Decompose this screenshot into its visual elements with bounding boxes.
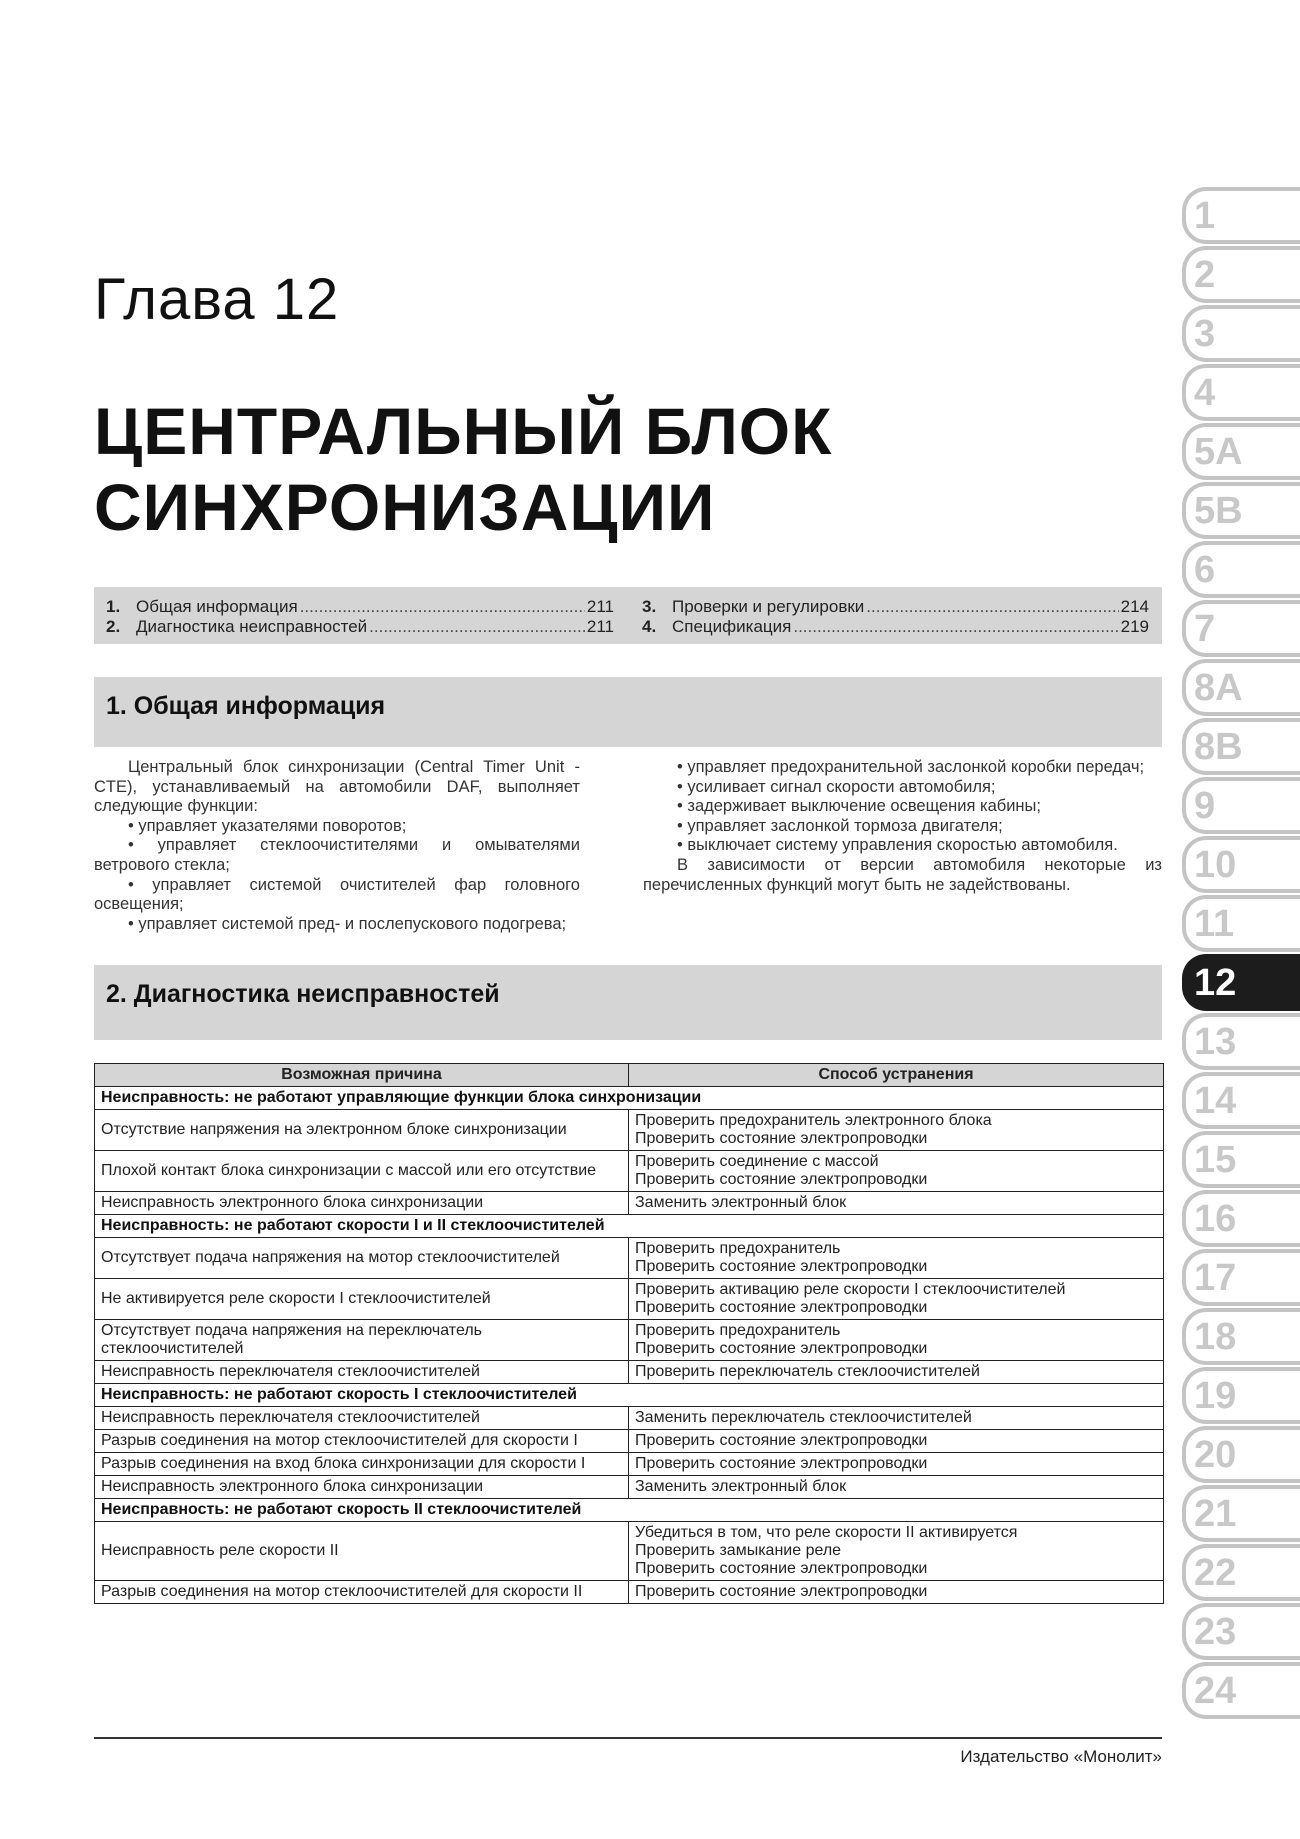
cause-cell: Отсутствие напряжения на электронном блоке синхронизации <box>95 1110 629 1151</box>
remedy-line: Проверить состояние электропроводки <box>635 1171 928 1188</box>
toc-number: 4. <box>642 617 657 636</box>
chapter-tab[interactable] <box>1182 1131 1300 1190</box>
tab-label: 2 <box>1194 254 1216 296</box>
chapter-tab[interactable] <box>1182 954 1300 1013</box>
fault-title: Неисправность: не работают скорость I стеклоочистителей <box>95 1384 1164 1407</box>
cause-cell: Отсутствует подача напряжения на мотор стеклоочистителей <box>95 1238 629 1279</box>
tab-label: 20 <box>1194 1434 1237 1476</box>
toc-leader <box>300 597 585 617</box>
chapter-tab[interactable] <box>1182 305 1300 364</box>
table-row <box>95 1522 1164 1581</box>
tab-label: 8A <box>1194 667 1243 709</box>
tab-label: 18 <box>1194 1316 1237 1358</box>
toc-entry[interactable] <box>642 617 1149 637</box>
chapter-tab[interactable] <box>1182 718 1300 777</box>
remedy-line: Проверить состояние электропроводки <box>635 1130 928 1147</box>
toc-page: 219 <box>1120 617 1149 636</box>
tab-label: 24 <box>1194 1670 1237 1712</box>
toc-number: 1. <box>106 597 121 616</box>
cause-cell: Неисправность переключателя стеклоочистителей <box>95 1361 629 1384</box>
toc-entry[interactable] <box>106 617 614 637</box>
remedy-cell <box>629 1238 1164 1279</box>
remedy-cell <box>629 1151 1164 1192</box>
tab-label: 16 <box>1194 1198 1237 1240</box>
remedy-cell <box>629 1430 1164 1453</box>
chapter-tab[interactable] <box>1182 423 1300 482</box>
chapter-title-line: ЦЕНТРАЛЬНЫЙ БЛОК <box>94 394 833 468</box>
remedy-cell <box>629 1361 1164 1384</box>
tab-label: 4 <box>1194 372 1216 414</box>
tab-label: 7 <box>1194 608 1216 650</box>
toc-page: 211 <box>586 617 614 636</box>
cause-cell: Неисправность переключателя стеклоочистителей <box>95 1407 629 1430</box>
chapter-tab[interactable] <box>1182 482 1300 541</box>
chapter-label: Глава 12 <box>94 267 340 332</box>
tab-label: 3 <box>1194 313 1216 355</box>
remedy-cell <box>629 1453 1164 1476</box>
chapter-tab[interactable] <box>1182 600 1300 659</box>
chapter-tab[interactable] <box>1182 364 1300 423</box>
section-header-diagnostics <box>94 965 1162 1040</box>
paragraph: Центральный блок синхронизации (Central Timer Unit - CTE), устанавливаемый на автомобили DAF, выполняет следующие функции: <box>94 758 580 816</box>
tab-label: 17 <box>1194 1257 1237 1299</box>
tab-label: 21 <box>1194 1493 1237 1535</box>
table-row <box>95 1279 1164 1320</box>
cause-cell: Неисправность реле скорости II <box>95 1522 629 1581</box>
table-row <box>95 1453 1164 1476</box>
table-group-row <box>95 1087 1164 1110</box>
table-row <box>95 1192 1164 1215</box>
toc-title: Спецификация <box>672 617 792 636</box>
remedy-line: Проверить предохранитель <box>635 1322 841 1339</box>
toc-leader <box>793 617 1118 637</box>
remedy-line: Убедиться в том, что реле скорости II активируется <box>635 1524 1018 1541</box>
chapter-tab[interactable] <box>1182 187 1300 246</box>
toc-entry[interactable] <box>106 597 614 617</box>
table-group-row <box>95 1384 1164 1407</box>
section-title: 1. Общая информация <box>106 692 386 720</box>
body-column-left <box>94 758 580 934</box>
tab-label: 12 <box>1194 962 1237 1004</box>
table-of-contents <box>94 587 1162 644</box>
toc-leader <box>369 617 585 637</box>
chapter-tab[interactable] <box>1182 1485 1300 1544</box>
bullet-item: • усиливает сигнал скорости автомобиля; <box>643 778 1162 798</box>
bullet-item: • задерживает выключение освещения кабины; <box>643 797 1162 817</box>
table-row <box>95 1238 1164 1279</box>
table-row <box>95 1151 1164 1192</box>
toc-title: Проверки и регулировки <box>672 597 865 616</box>
table-row <box>95 1320 1164 1361</box>
tab-label: 5B <box>1194 490 1243 532</box>
chapter-tab[interactable] <box>1182 1662 1300 1721</box>
chapter-tab[interactable] <box>1182 777 1300 836</box>
bullet-item: • управляет системой пред- и послепускового подогрева; <box>94 915 580 935</box>
column-header-cause: Возможная причина <box>95 1064 629 1087</box>
table-row <box>95 1361 1164 1384</box>
remedy-line: Проверить предохранитель <box>635 1240 841 1257</box>
remedy-cell <box>629 1581 1164 1604</box>
toc-title: Диагностика неисправностей <box>136 617 368 636</box>
tab-label: 8B <box>1194 726 1243 768</box>
chapter-tab[interactable] <box>1182 836 1300 895</box>
remedy-line: Проверить состояние электропроводки <box>635 1560 928 1577</box>
section-title: 2. Диагностика неисправностей <box>106 980 500 1008</box>
tab-label: 11 <box>1194 903 1235 945</box>
chapter-tab[interactable] <box>1182 1308 1300 1367</box>
remedy-cell <box>629 1279 1164 1320</box>
chapter-tab[interactable] <box>1182 1190 1300 1249</box>
cause-cell: Неисправность электронного блока синхронизации <box>95 1476 629 1499</box>
remedy-line: Проверить переключатель стеклоочистителей <box>635 1363 980 1380</box>
table-row <box>95 1407 1164 1430</box>
tab-label: 6 <box>1194 549 1216 591</box>
chapter-tab[interactable] <box>1182 246 1300 305</box>
chapter-tab[interactable] <box>1182 895 1300 954</box>
table-group-row <box>95 1215 1164 1238</box>
toc-column-left <box>106 597 614 637</box>
chapter-tab[interactable] <box>1182 1367 1300 1426</box>
tab-label: 22 <box>1194 1552 1237 1594</box>
table-body <box>95 1087 1164 1604</box>
tab-label: 9 <box>1194 785 1216 827</box>
toc-entry[interactable] <box>642 597 1149 617</box>
tab-label: 5A <box>1194 431 1243 473</box>
body-column-right <box>643 758 1162 895</box>
bullet-item: • управляет предохранительной заслонкой коробки передач; <box>643 758 1162 778</box>
remedy-cell <box>629 1407 1164 1430</box>
tab-label: 13 <box>1194 1021 1237 1063</box>
chapter-tab[interactable] <box>1182 541 1300 600</box>
fault-title: Неисправность: не работают скорость II стеклоочистителей <box>95 1499 1164 1522</box>
remedy-line: Проверить предохранитель электронного блока <box>635 1112 992 1129</box>
chapter-tab[interactable] <box>1182 1072 1300 1131</box>
cause-cell: Отсутствует подача напряжения на переключатель стеклоочистителей <box>95 1320 629 1361</box>
remedy-cell <box>629 1110 1164 1151</box>
paragraph: В зависимости от версии автомобиля некоторые из перечисленных функций могут быть не задействованы. <box>643 855 1162 894</box>
chapter-tab[interactable] <box>1182 1249 1300 1308</box>
cause-cell: Не активируется реле скорости I стеклоочистителей <box>95 1279 629 1320</box>
tab-label: 1 <box>1194 195 1216 237</box>
bullet-item: • управляет стеклоочистителями и омывателями ветрового стекла; <box>94 836 580 875</box>
tab-label: 14 <box>1194 1080 1237 1122</box>
table-group-row <box>95 1499 1164 1522</box>
remedy-line: Проверить активацию реле скорости I стеклоочистителей <box>635 1281 1066 1298</box>
fault-title: Неисправность: не работают управляющие функции блока синхронизации <box>95 1087 1164 1110</box>
table-row <box>95 1476 1164 1499</box>
remedy-line: Проверить состояние электропроводки <box>635 1340 928 1357</box>
chapter-title-line: СИНХРОНИЗАЦИИ <box>94 470 716 544</box>
column-header-remedy: Способ устранения <box>629 1064 1164 1087</box>
remedy-line: Проверить состояние электропроводки <box>635 1455 928 1472</box>
remedy-cell <box>629 1522 1164 1581</box>
chapter-tab[interactable] <box>1182 659 1300 718</box>
bullet-item: • выключает систему управления скоростью автомобиля. <box>643 836 1162 856</box>
table-row <box>95 1581 1164 1604</box>
cause-cell: Плохой контакт блока синхронизации с массой или его отсутствие <box>95 1151 629 1192</box>
remedy-cell <box>629 1192 1164 1215</box>
toc-column-right <box>642 597 1149 637</box>
bullet-item: • управляет системой очистителей фар головного освещения; <box>94 876 580 915</box>
table-header-row <box>95 1064 1164 1087</box>
remedy-line: Проверить состояние электропроводки <box>635 1432 928 1449</box>
bullet-item: • управляет заслонкой тормоза двигателя; <box>643 817 1162 837</box>
publisher-label: Издательство «Монолит» <box>960 1747 1162 1766</box>
chapter-tabs <box>1182 187 1300 1721</box>
bullet-item: • управляет указателями поворотов; <box>94 817 580 837</box>
chapter-tab[interactable] <box>1182 1426 1300 1485</box>
chapter-tab[interactable] <box>1182 1544 1300 1603</box>
chapter-tab[interactable] <box>1182 1603 1300 1662</box>
remedy-cell <box>629 1320 1164 1361</box>
tab-label: 19 <box>1194 1375 1237 1417</box>
footer-divider <box>94 1737 1162 1739</box>
toc-page: 211 <box>586 597 614 616</box>
remedy-line: Проверить состояние электропроводки <box>635 1299 928 1316</box>
toc-number: 2. <box>106 617 121 636</box>
chapter-tab[interactable] <box>1182 1013 1300 1072</box>
remedy-line: Проверить состояние электропроводки <box>635 1583 928 1600</box>
toc-leader <box>866 597 1118 617</box>
remedy-line: Проверить замыкание реле <box>635 1542 842 1559</box>
table-row <box>95 1110 1164 1151</box>
tab-label: 15 <box>1194 1139 1237 1181</box>
tab-label: 10 <box>1194 844 1237 886</box>
remedy-line: Проверить состояние электропроводки <box>635 1258 928 1275</box>
toc-page: 214 <box>1120 597 1149 616</box>
cause-cell: Разрыв соединения на мотор стеклоочистителей для скорости II <box>95 1581 629 1604</box>
cause-cell: Неисправность электронного блока синхронизации <box>95 1192 629 1215</box>
fault-title: Неисправность: не работают скорости I и II стеклоочистителей <box>95 1215 1164 1238</box>
remedy-line: Заменить электронный блок <box>635 1194 847 1211</box>
remedy-line: Заменить переключатель стеклоочистителей <box>635 1409 972 1426</box>
diagnostics-table <box>94 1063 1164 1604</box>
section-header-general-info <box>94 677 1162 747</box>
remedy-line: Проверить соединение с массой <box>635 1153 879 1170</box>
tab-label: 23 <box>1194 1611 1237 1653</box>
remedy-line: Заменить электронный блок <box>635 1478 847 1495</box>
cause-cell: Разрыв соединения на вход блока синхронизации для скорости I <box>95 1453 629 1476</box>
table-row <box>95 1430 1164 1453</box>
remedy-cell <box>629 1476 1164 1499</box>
chapter-title <box>94 393 832 545</box>
cause-cell: Разрыв соединения на мотор стеклоочистителей для скорости I <box>95 1430 629 1453</box>
toc-title: Общая информация <box>136 597 298 616</box>
toc-number: 3. <box>642 597 657 616</box>
